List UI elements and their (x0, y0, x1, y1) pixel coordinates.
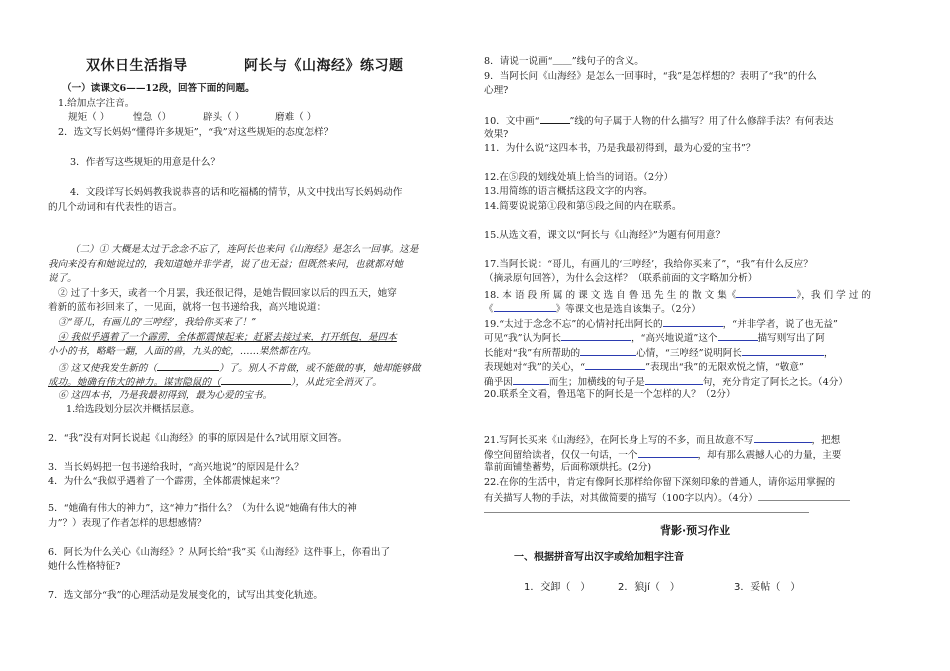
section-title: 背影·预习作业 (660, 524, 731, 537)
answer-blank[interactable] (736, 287, 796, 298)
sub-question-1: 1.给选段划分层次并概括层意。 (66, 404, 200, 415)
sub-question-4: 4．为什么“我似乎遇着了一个霹雳，全体都震悚起来”？ (48, 476, 285, 487)
q19-text: 确乎因 (484, 377, 513, 388)
question-13: 13.用简练的语言概括这段文字的内容。 (484, 186, 653, 197)
question-19-line-4 (484, 359, 804, 374)
question-3: 3．作者写这些规矩的用意是什么？ (70, 157, 221, 168)
q19-text: 而生；加横线的句子是 (548, 377, 645, 388)
question-14: 14.简要说说第①段和第⑤段之间的内在联系。 (484, 201, 682, 212)
fill-blank[interactable] (157, 360, 219, 371)
answer-blank[interactable] (718, 330, 758, 341)
q19-text: ， (823, 348, 834, 359)
question-20: 20.联系全文看，鲁迅笔下的阿长是一个怎样的人？（2分） (484, 389, 736, 400)
question-17-line-1: 17.当阿长说：“哥儿，有画儿的‘三哼经’，我给你买来了”，“我”有什么反应？ (484, 259, 813, 270)
question-9-line-1: 9．当阿长问《山海经》是怎么一回事时，“我”是怎样想的？表明了“我”的什么 (484, 71, 817, 82)
passage-line: 着新的蓝布衫回来了，一见面，就将一包书递给我，高兴地说道： (48, 302, 327, 313)
answer-blank[interactable] (580, 345, 636, 356)
question-15: 15.从选文看，课文以“阿长与《山海经》”为题有何用意？ (484, 230, 725, 241)
passage-line (48, 374, 382, 389)
q21-text: ，却有那么震撼人心的力量，主要 (697, 450, 842, 461)
question-4-line-2: 的几个动词和有代表性的语言。 (48, 202, 183, 213)
q21-text: 21.写阿长买来《山海经》，在阿长身上写的不多，而且故意不写 (484, 435, 754, 446)
preview-item-2: 2．狼jí（ ） (618, 582, 680, 593)
question-1: 1.给加点字注音。 (58, 98, 135, 109)
question-11: 11．为什么说“这四本书，乃是我最初得到，最为心爱的宝书”？ (484, 143, 756, 154)
passage-line: 说了。 (48, 273, 77, 284)
question-9-line-2: 心理? (484, 85, 509, 96)
q19-text: ，“并非学者，说了也无益” (722, 319, 838, 330)
answer-blank[interactable] (663, 316, 723, 327)
q19-text: 表现她对“我”的关心，“ (484, 362, 586, 373)
answer-blank[interactable] (585, 359, 645, 370)
preview-item-3: 3．妥帖（ ） (734, 582, 801, 593)
question-18-line-2 (484, 301, 701, 316)
question-21-line-2 (484, 447, 841, 462)
q1-word-1: 规矩（ ） (68, 112, 110, 123)
question-22-line-1: 22.在你的生活中，肯定有像阿长那样给你留下深刻印象的普通人，请你运用掌握的 (484, 477, 836, 488)
q18-text: 18. 本 语 段 所 属 的 课 文 选 自 鲁 迅 先 生 的 散 文 集《 (484, 290, 737, 301)
q10-text: ”线的句子属于人物的什么描写？用了什么修辞手法？有何表达 (569, 116, 834, 127)
passage-text: 成功。她确有伟大的神力。谋害隐鼠的（ (48, 377, 221, 388)
question-10-line-1 (484, 113, 833, 128)
q10-text: 10．文中画“ (484, 116, 540, 127)
question-19-line-5 (484, 374, 848, 389)
passage-line: 小小的书，略略一翻，人面的兽，九头的蛇，……果然都在内。 (48, 346, 317, 357)
passage-text: ⑤ 这又使我发生新的（ (58, 363, 157, 374)
q19-text: 19.“太过于念念不忘”的心情衬托出阿长的 (484, 319, 663, 330)
passage-text: ），从此完全消灭了。 (290, 377, 382, 388)
q19-text: ，“高兴地说道”这个 (630, 333, 718, 344)
sub-question-6-line-1: 6．阿长为什么关心《山海经》？从阿长给“我”买《山海经》这件事上，你看出了 (48, 547, 391, 558)
fill-blank[interactable] (221, 374, 291, 385)
answer-blank[interactable] (513, 374, 549, 385)
q21-text: 像空间留给读者，仅仅一句话，一个 (484, 450, 638, 461)
answer-blank[interactable] (742, 345, 824, 356)
sub-question-5-line-1: 5．“她确有伟大的神力”，这“神力”指什么？（为什么说“她确有伟大的神 (48, 503, 357, 514)
question-19-line-3 (484, 345, 834, 360)
question-22-line-2 (484, 490, 850, 505)
sub-question-6-line-2: 她什么性格特征? (48, 561, 121, 572)
page-title-guide: 双休日生活指导 (86, 58, 188, 74)
q19-text: 可见“我”认为阿长 (484, 333, 561, 344)
answer-blank[interactable] (494, 301, 556, 312)
sub-question-3: 3．当长妈妈把一包书递给我时，“高兴地说”的原因是什么？ (48, 462, 304, 473)
question-18-line-1 (484, 287, 871, 302)
section-divider (484, 512, 809, 513)
q1-word-3: 辟头（ ） (203, 112, 245, 123)
question-2: 2．选文写长妈妈“懂得许多规矩”，“我”对这些规矩的态度怎样？ (58, 127, 334, 138)
part1-heading: （一）读课文6——12段，回答下面的问题。 (62, 83, 255, 94)
passage-line: ③“哥儿，有画儿的‘三哼经’，我给你买来了！” (58, 317, 257, 328)
sub-question-2: 2．“我”没有对阿长说起《山海经》的事的原因是什么?试用原文回答。 (48, 433, 348, 444)
answer-blank[interactable] (638, 447, 698, 458)
q19-text: ”表现出“我”的无限欢悦之情，“敬意” (645, 362, 804, 373)
question-19-line-1 (484, 316, 838, 331)
q19-text: 心情，“三哼经”说明阿长 (636, 348, 742, 359)
q18-text: 》等课文也是选自该集子。（2分） (555, 304, 701, 315)
question-12: 12.在⑤段的划线处填上恰当的词语。（2分） (484, 172, 674, 183)
answer-blank[interactable] (754, 432, 812, 443)
answer-blank[interactable] (645, 374, 703, 385)
question-21-line-1 (484, 432, 840, 447)
question-4-line-1: 4．文段详写长妈妈教我说恭喜的话和吃福橘的情节，从文中找出写长妈妈动作 (70, 187, 403, 198)
q1-word-2: 惶急（） (133, 112, 172, 123)
answer-blank[interactable] (561, 330, 631, 341)
passage-line: ⑥ 这四本书，乃是我最初得到，最为心爱的宝书。 (58, 390, 273, 401)
preview-item-1: 1．交卸（ ） (524, 582, 591, 593)
question-17-line-2: （摘录原句回答），为什么会这样？（联系前面的文字略加分析） (484, 273, 758, 284)
q22-text: 有关描写人物的手法，对其做简要的描写（100字以内）。（4分） (484, 493, 758, 504)
passage-line: 我向来没有和她说过的，我知道她并非学者，说了也无益；但既然来问，也就都对她 (48, 259, 403, 270)
question-10-line-2: 效果? (484, 129, 509, 140)
underline-mark (540, 113, 570, 124)
q18-text: 》，我 们 学 过 的 (796, 290, 871, 301)
passage-underlined-sentence: ④ 我似乎遇着了一个霹雳，全体都震悚起来；赶紧去接过来，打开纸包，是四本 (58, 332, 397, 343)
q18-text: 《 (484, 304, 494, 315)
passage-text: ）了。别人不肯做，或不能做的事，她却能够做 (219, 363, 421, 374)
passage-line (58, 360, 420, 375)
q1-word-4: 磨难（ ） (275, 112, 317, 123)
question-8: 8．请说一说画“＿＿”线句子的含义。 (484, 56, 644, 67)
sub-question-7: 7．选文部分“我”的心理活动是发展变化的，试写出其变化轨迹。 (48, 590, 323, 601)
section-subtitle: 一、根据拼音写出汉字或给加粗字注音 (514, 552, 684, 563)
question-19-line-2 (484, 330, 825, 345)
q21-text: ，把想 (811, 435, 841, 446)
passage-line: （二）① 大概是太过于念念不忘了，连阿长也来问《山海经》是怎么一回事。这是 (70, 244, 419, 255)
sub-question-5-line-2: 力”？）表现了作者怎样的思想感情？ (48, 518, 207, 529)
q19-text: 长能对“我”有所帮助的 (484, 348, 581, 359)
q19-text: 句，充分肯定了阿长之长。（4分） (702, 377, 848, 388)
q19-text: 描写则写出了阿 (757, 333, 825, 344)
passage-line: ② 过了十多天，或者一个月罢，我还很记得，是她告假回家以后的四五天，她穿 (58, 288, 397, 299)
question-21-line-3: 靠前面铺垫蓄势，后面称颂烘托。(2分) (484, 462, 652, 473)
page-title-exercise: 阿长与《山海经》练习题 (244, 58, 404, 74)
answer-blank[interactable] (758, 490, 850, 501)
